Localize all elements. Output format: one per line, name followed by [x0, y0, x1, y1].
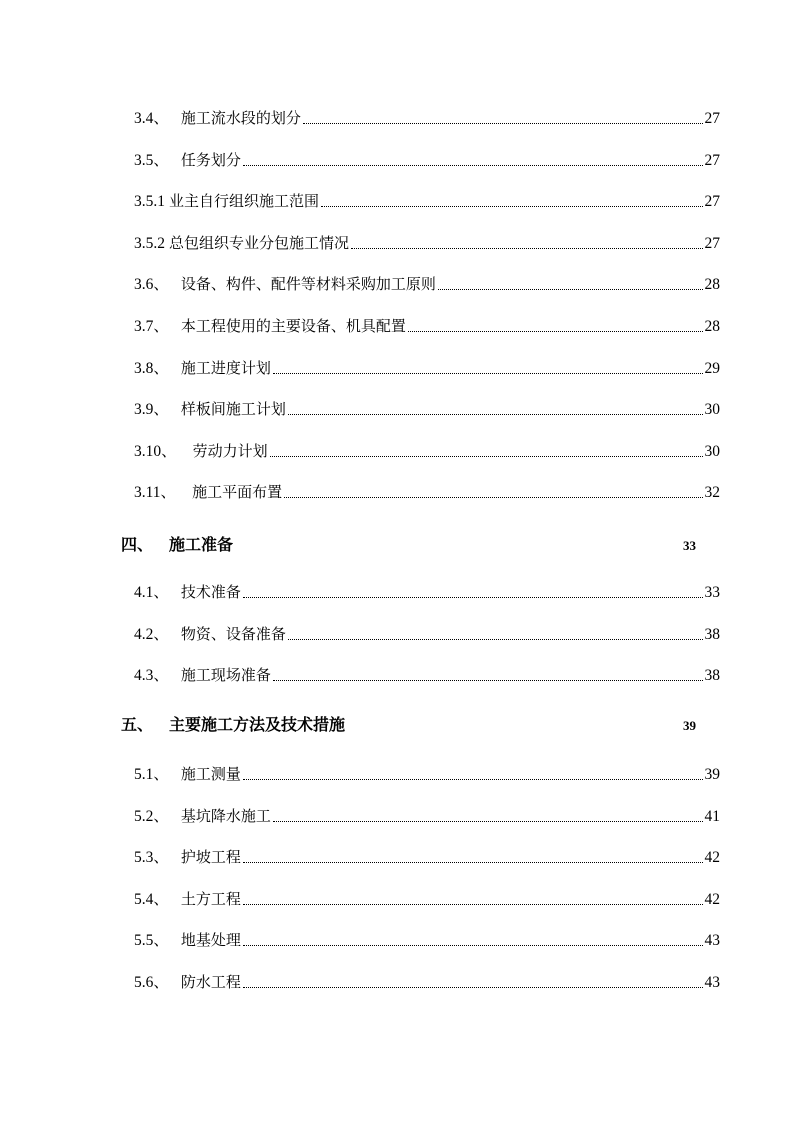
entry-page: 32: [704, 484, 720, 501]
toc-entry-3-4[interactable]: [134, 106, 720, 128]
entry-page: 27: [704, 193, 720, 210]
toc-entry-3-5[interactable]: [134, 148, 720, 170]
toc-entry-5-5[interactable]: [134, 928, 720, 950]
entry-page: 38: [704, 667, 720, 684]
entry-number: 3.5.1: [134, 193, 165, 210]
dot-leader: [243, 587, 703, 598]
entry-number: 4.1、: [134, 584, 169, 601]
section-title: 施工准备: [169, 535, 234, 554]
entry-number: 3.5.2: [134, 235, 165, 252]
entry-number: 3.5、: [134, 152, 169, 169]
entry-page: 42: [704, 849, 720, 866]
dot-leader: [243, 894, 703, 905]
entry-page: 33: [704, 584, 720, 601]
entry-number: 3.8、: [134, 360, 169, 377]
entry-title: 本工程使用的主要设备、机具配置: [180, 317, 406, 335]
entry-number: 3.7、: [134, 318, 169, 335]
toc-section-5[interactable]: [121, 712, 721, 736]
toc-entry-3-7[interactable]: [134, 314, 720, 336]
dot-leader: [270, 446, 703, 457]
section-number: 五、: [121, 715, 154, 734]
entry-title: 施工流水段的划分: [180, 109, 301, 127]
entry-page: 29: [704, 360, 720, 377]
dot-leader: [288, 404, 703, 415]
entry-title: 业主自行组织施工范围: [169, 192, 320, 210]
dot-leader: [408, 321, 703, 332]
entry-title: 地基处理: [180, 931, 241, 949]
entry-title: 技术准备: [180, 583, 241, 601]
entry-title: 施工测量: [180, 765, 241, 783]
entry-number: 3.4、: [134, 110, 169, 127]
dot-leader: [243, 155, 703, 166]
toc-entry-3-10[interactable]: [134, 439, 720, 461]
entry-title: 土方工程: [180, 890, 241, 908]
entry-page: 30: [704, 401, 720, 418]
entry-number: 5.1、: [134, 766, 169, 783]
entry-title: 施工平面布置: [192, 483, 283, 501]
dot-leader: [243, 977, 703, 988]
toc-entry-5-4[interactable]: [134, 887, 720, 909]
entry-page: 27: [704, 152, 720, 169]
toc-entry-4-1[interactable]: [134, 580, 720, 602]
entry-page: 39: [704, 766, 720, 783]
dot-leader: [273, 811, 703, 822]
entry-number: 4.2、: [134, 626, 169, 643]
dot-leader: [288, 629, 703, 640]
entry-number: 5.4、: [134, 891, 169, 908]
entry-number: 3.9、: [134, 401, 169, 418]
entry-title: 物资、设备准备: [180, 625, 286, 643]
entry-number: 3.11、: [134, 484, 177, 501]
section-title: 主要施工方法及技术措施: [169, 715, 346, 734]
toc-entry-5-3[interactable]: [134, 845, 720, 867]
entry-title: 设备、构件、配件等材料采购加工原则: [180, 275, 436, 293]
entry-title: 基坑降水施工: [180, 807, 271, 825]
dot-leader: [273, 670, 703, 681]
toc-entry-4-3[interactable]: [134, 663, 720, 685]
entry-title: 样板间施工计划: [180, 400, 286, 418]
dot-leader: [243, 935, 703, 946]
dot-leader: [438, 279, 703, 290]
toc-entry-3-8[interactable]: [134, 356, 720, 378]
entry-page: 27: [704, 235, 720, 252]
entry-page: 30: [704, 443, 720, 460]
toc-entry-3-5-1[interactable]: [134, 189, 720, 211]
entry-title: 总包组织专业分包施工情况: [169, 234, 350, 252]
dot-leader: [351, 238, 702, 249]
entry-page: 27: [704, 110, 720, 127]
entry-page: 38: [704, 626, 720, 643]
entry-page: 28: [704, 318, 720, 335]
dot-leader: [303, 113, 703, 124]
toc-entry-3-6[interactable]: [134, 272, 720, 294]
entry-page: 43: [704, 932, 720, 949]
entry-title: 施工进度计划: [180, 359, 271, 377]
section-page: 39: [683, 718, 696, 733]
entry-page: 41: [704, 808, 720, 825]
entry-number: 5.3、: [134, 849, 169, 866]
entry-page: 28: [704, 276, 720, 293]
entry-number: 5.6、: [134, 974, 169, 991]
toc-entry-3-5-2[interactable]: [134, 231, 720, 253]
dot-leader: [273, 363, 703, 374]
entry-page: 42: [704, 891, 720, 908]
entry-number: 3.10、: [134, 443, 177, 460]
entry-number: 4.3、: [134, 667, 169, 684]
dot-leader: [321, 196, 702, 207]
dot-leader: [284, 487, 702, 498]
dot-leader: [243, 852, 703, 863]
entry-title: 劳动力计划: [192, 442, 268, 460]
toc-entry-5-6[interactable]: [134, 970, 720, 992]
dot-leader: [243, 769, 703, 780]
entry-title: 护坡工程: [180, 848, 241, 866]
entry-title: 防水工程: [180, 973, 241, 991]
entry-title: 任务划分: [180, 151, 241, 169]
toc-entry-5-1[interactable]: [134, 762, 720, 784]
entry-page: 43: [704, 974, 720, 991]
toc-section-4[interactable]: [121, 532, 721, 556]
toc-entry-4-2[interactable]: [134, 622, 720, 644]
entry-title: 施工现场准备: [180, 666, 271, 684]
toc-entry-3-9[interactable]: [134, 397, 720, 419]
section-number: 四、: [121, 535, 154, 554]
section-page: 33: [683, 538, 696, 553]
entry-number: 3.6、: [134, 276, 169, 293]
toc-entry-3-11[interactable]: [134, 480, 720, 502]
entry-number: 5.5、: [134, 932, 169, 949]
entry-number: 5.2、: [134, 808, 169, 825]
toc-entry-5-2[interactable]: [134, 804, 720, 826]
